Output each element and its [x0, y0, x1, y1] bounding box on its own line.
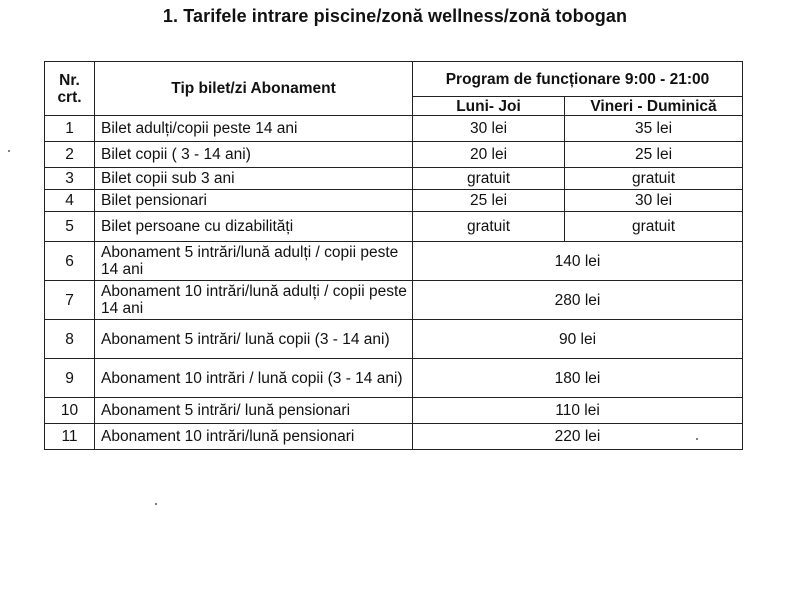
table-header-row	[45, 62, 743, 97]
price-vineri-duminica: 35 lei	[565, 116, 743, 142]
row-number: 10	[45, 398, 95, 424]
scan-speck	[8, 150, 10, 152]
row-number: 1	[45, 116, 95, 142]
ticket-type: Bilet persoane cu dizabilități	[95, 212, 413, 242]
table-row	[45, 116, 743, 142]
subscription-price: 220 lei	[413, 424, 743, 450]
row-number: 2	[45, 142, 95, 168]
header-tip-bilet: Tip bilet/zi Abonament	[95, 62, 413, 116]
row-number: 3	[45, 168, 95, 190]
subscription-type: Abonament 5 intrări/ lună copii (3 - 14 ani)	[95, 320, 413, 359]
subscription-type: Abonament 5 intrări/ lună pensionari	[95, 398, 413, 424]
header-vineri-duminica: Vineri - Duminică	[565, 97, 743, 116]
header-program: Program de funcționare 9:00 - 21:00	[413, 62, 743, 97]
subscription-price: 180 lei	[413, 359, 743, 398]
header-luni-joi: Luni- Joi	[413, 97, 565, 116]
row-number: 6	[45, 242, 95, 281]
price-luni-joi: 30 lei	[413, 116, 565, 142]
ticket-type: Bilet pensionari	[95, 190, 413, 212]
price-vineri-duminica: 25 lei	[565, 142, 743, 168]
ticket-type: Bilet adulți/copii peste 14 ani	[95, 116, 413, 142]
table-row	[45, 424, 743, 450]
ticket-type: Bilet copii sub 3 ani	[95, 168, 413, 190]
table-row	[45, 168, 743, 190]
price-luni-joi: 25 lei	[413, 190, 565, 212]
scan-speck	[696, 438, 698, 440]
row-number: 5	[45, 212, 95, 242]
table-row	[45, 190, 743, 212]
subscription-price: 280 lei	[413, 281, 743, 320]
price-luni-joi: gratuit	[413, 168, 565, 190]
table-row	[45, 242, 743, 281]
ticket-type: Bilet copii ( 3 - 14 ani)	[95, 142, 413, 168]
price-luni-joi: gratuit	[413, 212, 565, 242]
header-nr-crt: Nr. crt.	[45, 62, 95, 116]
scan-speck	[155, 503, 157, 505]
table-row	[45, 142, 743, 168]
price-vineri-duminica: 30 lei	[565, 190, 743, 212]
subscription-price: 110 lei	[413, 398, 743, 424]
subscription-price: 140 lei	[413, 242, 743, 281]
price-vineri-duminica: gratuit	[565, 212, 743, 242]
table-row	[45, 359, 743, 398]
table-row	[45, 398, 743, 424]
row-number: 4	[45, 190, 95, 212]
row-number: 9	[45, 359, 95, 398]
price-luni-joi: 20 lei	[413, 142, 565, 168]
row-number: 8	[45, 320, 95, 359]
table-row	[45, 320, 743, 359]
subscription-type: Abonament 10 intrări / lună copii (3 - 14 ani)	[95, 359, 413, 398]
subscription-type: Abonament 10 intrări/lună adulți / copii peste 14 ani	[95, 281, 413, 320]
table-row	[45, 281, 743, 320]
subscription-price: 90 lei	[413, 320, 743, 359]
tariff-table	[44, 61, 743, 450]
row-number: 11	[45, 424, 95, 450]
page-title: 1. Tarifele intrare piscine/zonă wellness/zonă tobogan	[162, 6, 628, 26]
subscription-type: Abonament 10 intrări/lună pensionari	[95, 424, 413, 450]
table-row	[45, 212, 743, 242]
subscription-type: Abonament 5 intrări/lună adulți / copii peste 14 ani	[95, 242, 413, 281]
price-vineri-duminica: gratuit	[565, 168, 743, 190]
row-number: 7	[45, 281, 95, 320]
